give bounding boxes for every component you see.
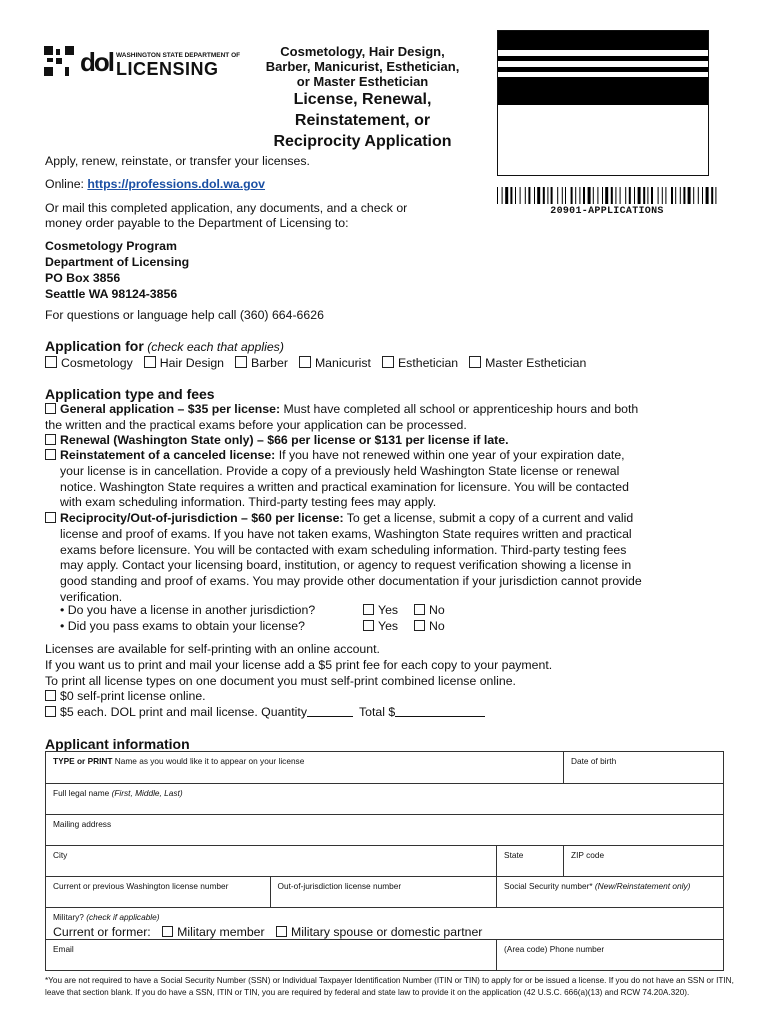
- checkbox-military-spouse[interactable]: [276, 926, 287, 937]
- intro-line: Apply, renew, reinstate, or transfer your licenses.: [45, 154, 310, 168]
- subtitle-line: or Master Esthetician: [296, 74, 429, 89]
- legal-name-field[interactable]: [46, 784, 724, 815]
- question-jurisdiction: [60, 603, 445, 619]
- option-label: Military member: [177, 925, 265, 939]
- checkbox[interactable]: [144, 356, 156, 368]
- fee-text: To get a license, submit a copy of a current and valid: [343, 511, 634, 525]
- fee-text: may apply. Contact your licensing board, institution, or agency to request verification showing a license in: [60, 558, 632, 573]
- total-label: Total $: [358, 705, 396, 720]
- checkbox[interactable]: [45, 706, 56, 717]
- license-type-options: [45, 355, 597, 371]
- fee-text: Must have completed all school or apprenticeship hours and both: [280, 402, 639, 416]
- no-label: No: [429, 603, 445, 617]
- yes-label: Yes: [378, 603, 399, 617]
- field-label-bold: TYPE or PRINT: [53, 756, 113, 766]
- option-label: Cosmetology: [61, 356, 133, 370]
- name-on-license-field[interactable]: [46, 752, 564, 784]
- page-title: License, Renewal,: [293, 91, 432, 108]
- field-label: State: [504, 850, 524, 860]
- office-bar: [498, 56, 708, 61]
- state-field[interactable]: [497, 846, 564, 877]
- checkbox-military-member[interactable]: [162, 926, 173, 937]
- checkbox-no[interactable]: [414, 604, 425, 615]
- field-label: City: [53, 850, 68, 860]
- field-label: Name as you would like it to appear on your license: [112, 756, 305, 766]
- checkbox[interactable]: [45, 690, 56, 701]
- subtitle-line: Barber, Manicurist, Esthetician,: [265, 59, 460, 74]
- checkbox-no[interactable]: [414, 620, 425, 631]
- no-label: No: [429, 619, 445, 633]
- option-label: Esthetician: [397, 356, 459, 370]
- barcode-label: 20901-APPLICATIONS: [550, 206, 664, 217]
- option-label: Hair Design: [159, 356, 225, 370]
- section-heading: Application type and fees: [45, 386, 215, 402]
- fee-text: your license is in cancellation. Provide a copy of a previously held Washington State license or renewal: [60, 463, 620, 478]
- field-label: Current or previous Washington license number: [53, 881, 229, 891]
- field-label: Current or former:: [53, 925, 151, 939]
- field-label: Full legal name: [53, 788, 112, 798]
- fee-title: General application – $35 per license:: [60, 402, 281, 416]
- mailing-address: [45, 238, 189, 302]
- ssn-footnote: *You are not required to have a Social Security Number (SSN) or Individual Taxpayer Identification Number (ITIN or TIN) to apply for or be issued a license. If you do not have an SSN or ITIN, leave that section blank. If you do have a SSN, ITIN or TIN, you are required by federal and state law to provide it on the application (42 U.S.C. 666(a)(13) and RCW 74.20A.320).: [45, 976, 734, 997]
- field-label: Email: [53, 944, 74, 954]
- date-of-birth-field[interactable]: [564, 752, 724, 784]
- option-esthetician[interactable]: [382, 355, 458, 371]
- print-line: To print all license types on one document you must self-print combined license online.: [45, 673, 516, 688]
- quantity-field[interactable]: [307, 716, 353, 717]
- zip-field[interactable]: [564, 846, 724, 877]
- barcode-image: [497, 187, 717, 204]
- print-line: Licenses are available for self-printing with an online account.: [45, 642, 380, 656]
- ssn-field[interactable]: [497, 877, 724, 908]
- address-line: Department of Licensing: [45, 255, 190, 269]
- option-label: Master Esthetician: [485, 356, 587, 370]
- applicant-info-table: [45, 751, 724, 971]
- checkbox[interactable]: [382, 356, 394, 368]
- option-manicurist[interactable]: [299, 355, 371, 371]
- checkbox[interactable]: [235, 356, 247, 368]
- print-info: [45, 642, 552, 721]
- military-options: [53, 925, 718, 939]
- fee-title: Reciprocity/Out-of-jurisdiction – $60 per license:: [60, 511, 344, 525]
- checkbox[interactable]: [45, 403, 56, 414]
- yes-label: Yes: [378, 619, 399, 633]
- field-label: Out-of-jurisdiction license number: [277, 881, 402, 891]
- checkbox[interactable]: [45, 356, 57, 368]
- print-option-mail[interactable]: [45, 705, 552, 721]
- address-line: Cosmetology Program: [45, 239, 177, 253]
- field-hint: (First, Middle, Last): [111, 788, 183, 798]
- section-heading: Application for: [45, 338, 144, 354]
- option-label: Military spouse or domestic partner: [291, 925, 483, 939]
- option-label: $5 each. DOL print and mail license. Quantity: [60, 705, 307, 720]
- checkbox[interactable]: [299, 356, 311, 368]
- option-label: Barber: [251, 356, 288, 370]
- office-bar: [498, 31, 708, 50]
- fee-text: good standing and proof of exams. You may provide other documentation if your jurisdiction cannot provide: [60, 574, 642, 589]
- subtitle-line: Cosmetology, Hair Design,: [280, 44, 445, 59]
- field-label: Social Security number*: [504, 881, 595, 891]
- mailing-address-field[interactable]: [46, 815, 724, 846]
- office-bar: [498, 77, 708, 105]
- fee-text: exams before licensure. You will be contacted with exam scheduling information. Third-party testing fees: [60, 542, 627, 557]
- online-label: Online:: [45, 177, 88, 191]
- option-label: Manicurist: [314, 356, 371, 370]
- question-text: • Do you have a license in another jurisdiction?: [60, 603, 316, 617]
- checkbox[interactable]: [45, 449, 56, 460]
- fee-general: [45, 402, 761, 434]
- page-title: Reinstatement, or: [294, 112, 431, 129]
- option-barber[interactable]: [235, 355, 288, 371]
- field-label: Mailing address: [53, 819, 112, 829]
- ooj-license-field[interactable]: [270, 877, 497, 908]
- question-text: • Did you pass exams to obtain your license?: [60, 619, 305, 633]
- email-field[interactable]: [46, 940, 497, 971]
- section-hint: (check each that applies): [147, 340, 284, 354]
- form-title-block: [235, 44, 490, 152]
- checkbox[interactable]: [45, 434, 56, 445]
- mail-line: Or mail this completed application, any documents, and a check or: [45, 201, 408, 215]
- logo-dol-mark: dol: [80, 47, 113, 77]
- online-link[interactable]: https://professions.dol.wa.gov: [87, 177, 266, 191]
- section-heading: Applicant information: [45, 736, 190, 752]
- address-line: Seattle WA 98124-3856: [45, 287, 178, 301]
- option-hair-design[interactable]: [144, 355, 224, 371]
- office-bar: [498, 67, 708, 72]
- agency-logo: [44, 46, 241, 80]
- fee-title: Reinstatement of a canceled license:: [60, 448, 276, 462]
- fee-text: notice. Washington State requires a written and practical examination for licensure. You will be contacted: [60, 479, 629, 494]
- mail-line: money order payable to the Department of Licensing to:: [45, 216, 349, 230]
- field-label: (Area code) Phone number: [504, 944, 605, 954]
- fee-reinstatement: [45, 448, 745, 511]
- print-option-self[interactable]: [45, 689, 552, 705]
- fee-text: license and proof of exams. If you have not taken exams, Washington State requires written and practical: [60, 526, 632, 541]
- checkbox-yes[interactable]: [363, 620, 374, 631]
- field-hint: (check if applicable): [86, 912, 160, 922]
- checkbox[interactable]: [469, 356, 481, 368]
- online-line: [45, 176, 265, 192]
- question-exams: [60, 619, 445, 635]
- page-title: Reciprocity Application: [273, 133, 452, 150]
- city-field[interactable]: [46, 846, 497, 877]
- fee-text: If you have not renewed within one year of your expiration date,: [275, 448, 625, 462]
- address-line: PO Box 3856: [45, 271, 121, 285]
- phone-field[interactable]: [497, 940, 724, 971]
- field-hint: (New/Reinstatement only): [594, 881, 691, 891]
- military-field: [46, 908, 724, 940]
- field-label: Date of birth: [571, 756, 617, 766]
- fee-renewal: [45, 433, 509, 449]
- fee-text: the written and the practical exams before your application can be processed.: [45, 417, 467, 432]
- fee-title: Renewal (Washington State only) – $66 per license or $131 per license if late.: [60, 433, 509, 447]
- fee-text: with exam scheduling information. Third-party testing fees may apply.: [60, 495, 437, 510]
- option-master-esthetician[interactable]: [469, 355, 586, 371]
- total-field[interactable]: [395, 716, 485, 717]
- wa-license-field[interactable]: [46, 877, 271, 908]
- option-cosmetology[interactable]: [45, 355, 133, 371]
- logo-agency-small: WASHINGTON STATE DEPARTMENT OF: [116, 52, 241, 59]
- checkbox[interactable]: [45, 512, 56, 523]
- checkbox-yes[interactable]: [363, 604, 374, 615]
- fee-reciprocity: [45, 511, 745, 606]
- logo-mark-icon: [44, 46, 74, 76]
- print-line: If you want us to print and mail your license add a $5 print fee for each copy to your payment.: [45, 657, 553, 672]
- field-label: Military?: [53, 912, 87, 922]
- application-for-heading: [45, 338, 284, 355]
- office-use-box: [497, 30, 709, 176]
- field-label: ZIP code: [571, 850, 605, 860]
- help-line: For questions or language help call (360) 664-6626: [45, 308, 324, 322]
- option-label: $0 self-print license online.: [60, 689, 206, 704]
- logo-agency-big: LICENSING: [116, 59, 219, 79]
- fee-text: verification.: [60, 589, 123, 604]
